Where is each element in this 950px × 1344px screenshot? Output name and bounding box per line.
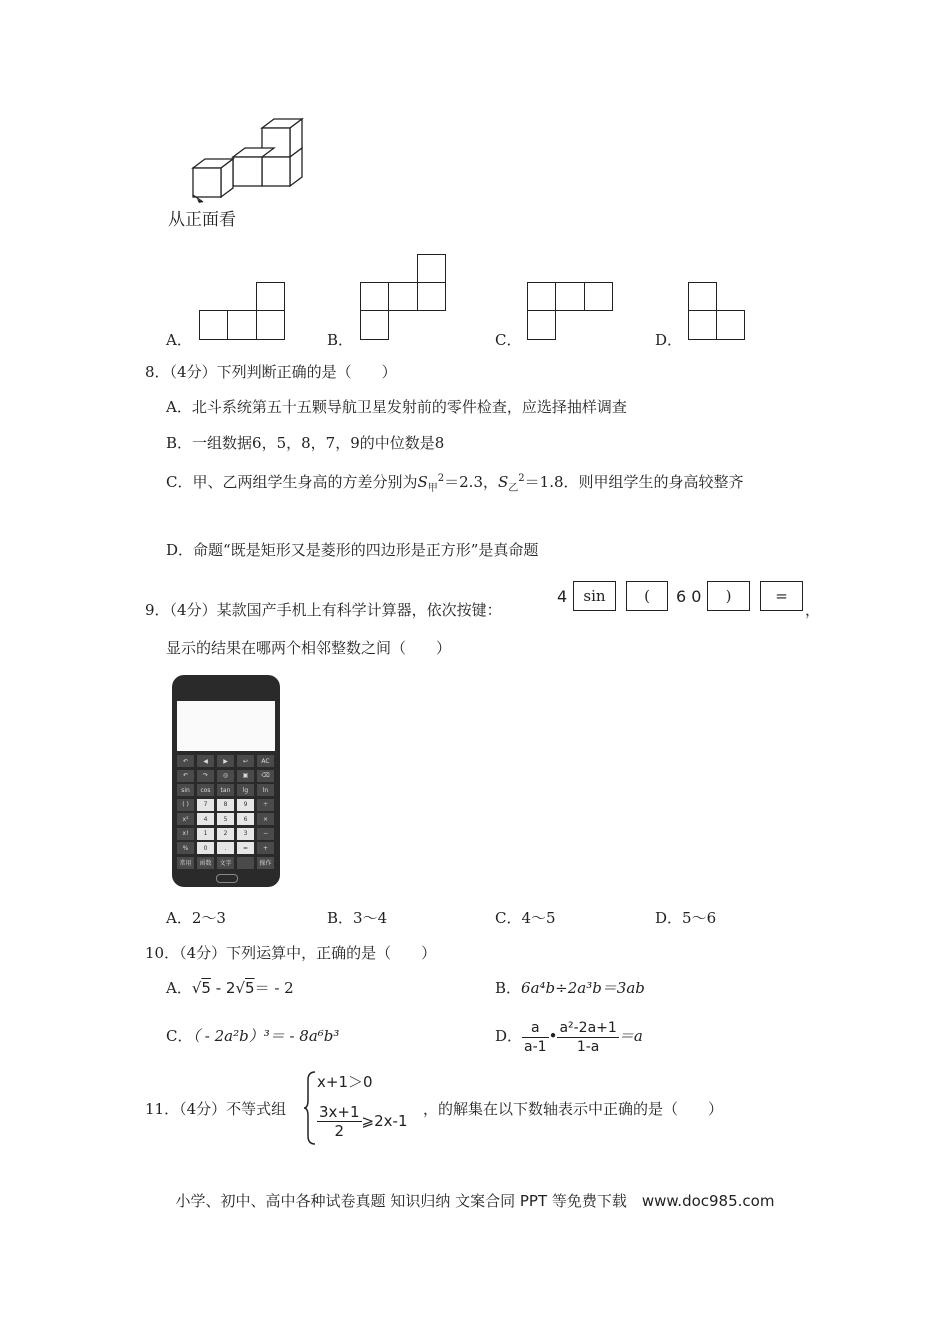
phone-key: 9 [237, 799, 254, 811]
phone-key: 2 [217, 828, 234, 840]
phone-key: ( ) [177, 799, 194, 811]
phone-key: 7 [197, 799, 214, 811]
phone-key: AC [257, 755, 274, 767]
page-footer: 小学、初中、高中各种试卷真题 知识归纳 文案合同 PPT 等免费下载 www.doc985.com [175, 1192, 775, 1210]
phone-key: 函数 [197, 857, 214, 869]
fraction-2: $\frac{\text{a²-2a+1}}{1-a}$ [559, 1019, 617, 1055]
phone-key: ↶ [177, 755, 194, 767]
phone-key: sin [177, 784, 194, 796]
phone-key: ◀ [197, 755, 214, 767]
key-60: 6 0 [676, 587, 702, 606]
phone-key: × [257, 813, 274, 825]
phone-key: 常用 [177, 857, 194, 869]
q7-option-d-label: D． [655, 331, 683, 349]
phone-key: ◎ [217, 770, 234, 782]
brace-icon [303, 1070, 317, 1146]
cube-figure [185, 115, 310, 205]
q8-option-d: D．命题“既是矩形又是菱形的四边形是正方形”是真命题 [166, 541, 539, 559]
phone-key: + [257, 842, 274, 854]
phone-key: ÷ [257, 799, 274, 811]
phone-key: = [237, 842, 254, 854]
q8-option-a: A．北斗系统第五十五颗导航卫星发射前的零件检查，应选择抽样调查 [166, 398, 627, 416]
phone-key: 1 [197, 828, 214, 840]
q8-option-c: C．甲、乙两组学生身高的方差分别为$S_甲^2=2.3$，$S_乙^2=1.8$．则甲组学生的身高较整齐 [166, 473, 744, 494]
q9-trail: ， [805, 601, 821, 619]
figure-caption: 从正面看 [168, 210, 236, 230]
inequality-1: x+1＞0 [317, 1073, 373, 1091]
q10-option-b: B．6a⁴b÷2a³b＝3ab [495, 979, 645, 997]
phone-key: 4 [197, 813, 214, 825]
q8-stem: 8．（4分）下列判断正确的是（ ） [145, 363, 397, 381]
phone-key [237, 857, 254, 869]
phone-key: 8 [217, 799, 234, 811]
phone-key: ⌫ [257, 770, 274, 782]
key-4: 4 [557, 587, 568, 606]
phone-key: ↷ [197, 770, 214, 782]
phone-key: − [257, 828, 274, 840]
phone-key: 6 [237, 813, 254, 825]
phone-key: x! [177, 828, 194, 840]
q9-option-c: C．4～5 [495, 909, 556, 927]
phone-key: 文字 [217, 857, 234, 869]
home-button [216, 874, 238, 883]
phone-key: 3 [237, 828, 254, 840]
key-equals: = [760, 581, 803, 611]
q9-option-d: D．5～6 [655, 909, 717, 927]
phone-key: tan [217, 784, 234, 796]
phone-key: ▶ [217, 755, 234, 767]
key-left-paren: ( [626, 581, 668, 611]
inequality-2: $\frac{3x+1}{2}$ ⩾2x-1 [319, 1103, 408, 1140]
q9-stem-line2: 显示的结果在哪两个相邻整数之间（ ） [166, 639, 452, 657]
q11-stem-suffix: ，的解集在以下数轴表示中正确的是（ ） [423, 1100, 724, 1118]
phone-key: lg [237, 784, 254, 796]
q10-option-c: C．（ - 2a²b）³＝ - 8a⁶b³ [166, 1027, 340, 1045]
phone-key: . [217, 842, 234, 854]
key-right-paren: ) [707, 581, 750, 611]
phone-key: ↩ [237, 755, 254, 767]
phone-key: % [177, 842, 194, 854]
q7-option-c-label: C． [495, 331, 522, 349]
q8-option-b: B．一组数据6，5，8，7，9的中位数是8 [166, 434, 445, 452]
phone-key: 5 [217, 813, 234, 825]
phone-key: ↶ [177, 770, 194, 782]
q11-stem-prefix: 11．（4分）不等式组 [145, 1100, 287, 1118]
q10-option-d: D． $\frac{a}{a-1}$ • $\frac{\text{a²-2a+1}}{1-a}$ ＝a [495, 1019, 643, 1055]
key-sin: sin [573, 581, 616, 611]
phone-key: 0 [197, 842, 214, 854]
phone-screen [177, 701, 275, 751]
q9-stem: 9．（4分）某款国产手机上有科学计算器，依次按键： [145, 601, 502, 619]
phone-key: 操作 [257, 857, 274, 869]
phone-key: ▣ [237, 770, 254, 782]
q9-option-a: A．2～3 [166, 909, 226, 927]
phone-illustration [172, 675, 280, 887]
phone-key: ln [257, 784, 274, 796]
q10-stem: 10．（4分）下列运算中，正确的是（ ） [145, 944, 437, 962]
q9-option-b: B．3～4 [327, 909, 388, 927]
q10-option-a: A．√5 - 2√5＝ - 2 [166, 979, 294, 997]
fraction-1: $\frac{a}{a-1}$ [524, 1019, 547, 1055]
phone-key: x² [177, 813, 194, 825]
phone-key: cos [197, 784, 214, 796]
q7-option-a-label: A． [166, 331, 192, 349]
q7-option-b-label: B． [327, 331, 354, 349]
